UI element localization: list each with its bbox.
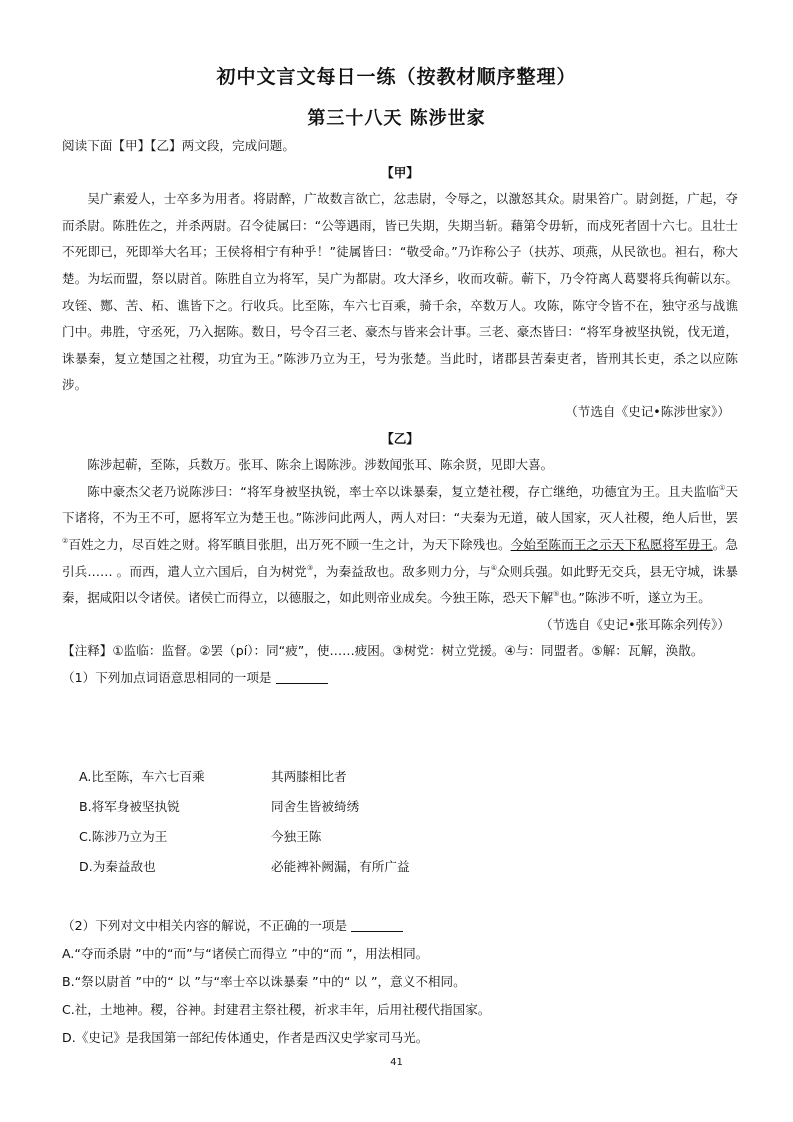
question-2-option-c: C.社，土地神。稷，谷神。封建君主祭社稷，祈求丰年，后用社稷代指国家。 [62,1002,491,1017]
question-2-option-b: B.“祭以尉首 ”中的“ 以 ”与“率士卒以诛暴秦 ”中的“ 以 ”，意义不相同。 [62,974,466,989]
instructions: 阅读下面【甲】【乙】两文段，完成问题。 [62,138,295,153]
footnote-mark-4: ④ [490,563,498,572]
document-title: 初中文言文每日一练（按教材顺序整理） [216,66,577,88]
question-2 [62,912,742,1052]
footnote-mark-1: ① [718,483,726,492]
yi-text-e: ，为秦益敌也。敌多则力分，与 [313,563,491,579]
underlined-sentence: 今始至陈而王之示天下私愿将军毋王 [510,536,713,552]
option-row-c [79,826,679,846]
answer-blank-2[interactable] [351,917,403,932]
option-a-left: A.比至陈，车六七百乘 [79,769,205,784]
passage-yi-heading: 【乙】 [381,430,419,446]
question-2-option-a: A.“夺而杀尉 ”中的“而”与“诸侯亡而得立 ”中的“而 ”，用法相同。 [62,946,429,961]
yi-text-b: 天下诸将，不为王不可，愿将军立为楚王也。”陈涉问此两人，两人对曰：“夫秦为无道，破人国家，灭人社稷，绝人后世，罢 [62,483,739,526]
footnote-mark-2: ② [62,536,69,545]
option-a-right: 其两膝相比者 [271,769,347,784]
option-row-a [79,766,679,786]
option-d-right: 必能裨补阙漏，有所广益 [271,859,410,874]
option-c-left: C.陈涉乃立为王 [79,829,168,844]
question-2-option-d: D.《史记》是我国第一部纪传体通史，作者是西汉史学家司马光。 [62,1030,429,1045]
footnote-mark-5: ⑤ [553,590,560,599]
yi-text-a: 陈中豪杰父老乃说陈涉曰：“将军身被坚执锐，率士卒以诛暴秦，复立楚社稷，存亡继绝，功德宜为王。且夫监临 [87,483,719,499]
passage-yi-paragraph-1: 陈涉起蕲，至陈，兵数万。张耳、陈余上谒陈涉。涉数闻张耳、陈余贤，见即大喜。 [87,457,554,473]
option-c-right: 今独王陈 [271,829,322,844]
footnote-mark-3: ③ [306,563,314,572]
passages [62,133,738,691]
passage-jia-source: （节选自《史记•陈涉世家》） [565,403,730,419]
question-1-stem: （1）下列加点词语意思相同的一项是 [62,665,738,692]
option-d-left: D.为秦益敌也 [79,859,156,874]
page-number: 41 [390,1057,403,1068]
answer-blank-1[interactable] [276,669,328,684]
annotations: 【注释】①监临：监督。②罢（pí）：同“疲”，使……疲困。③树党：树立党援。④与：同盟者。⑤解：瓦解，涣散。 [62,643,704,659]
option-row-b [79,796,679,816]
lesson-title: 第三十八天 陈涉世家 [307,108,486,129]
yi-text-g: 也。”陈涉不听，遂立为王。 [559,590,711,606]
question-2-stem: （2）下列对文中相关内容的解说，不正确的一项是 [62,912,742,940]
yi-text-f: 众则兵强。如此野无交兵，县无守城，诛暴秦，据咸阳以令诸侯。诸侯亡而得立，以德服之，如此则帝业成矣。今独王陈，恐天下解 [62,563,739,606]
passage-yi-source: （节选自《史记•张耳陈余列传》） [539,616,730,632]
yi-text-d: 。急引兵…… 。而西，遣人立六国后，自为树党 [62,536,739,579]
passage-jia-text: 吴广素爱人，士卒多为用者。将尉醉，广故数言欲亡，忿恚尉，令辱之，以激怒其众。尉果笞广。尉剑挺，广起，夺而杀尉。陈胜佐之，并杀两尉。召令徒属曰：“公等遇雨，皆已失期，失期当斩。藉第令毋斩，而戍死者固十六七。且壮士不死即已，死即举大名耳；王侯将相宁有种乎！”徒属皆曰：“敬受命。”乃诈称公子（扶苏、项燕，从民欲也。袒右，称大楚。为坛而盟，祭以尉首。陈胜自立为将军，吴广为都尉。攻大泽乡，收而攻蕲。蕲下，乃令符离人葛婴将兵徇蕲以东。攻铚、酂、苦、柘、谯皆下之。行收兵。比至陈，车六七百乘，骑千余，卒数万人。攻陈，陈守令皆不在，独守丞与战谯门中。弗胜，守丞死，乃入据陈。数日，号令召三老、豪杰与皆来会计事。三老、豪杰皆曰：“将军身被坚执锐，伐无道，诛暴秦，复立楚国之社稷，功宜为王。”陈涉乃立为王，号为张楚。当此时，诸郡县苦秦吏者，皆刑其长吏，杀之以应陈涉。 [62,191,738,393]
passage-yi-paragraph-2 [62,479,738,612]
option-b-left: B.将军身被坚执锐 [79,799,180,814]
yi-text-c: 百姓之力，尽百姓之财。将军瞋目张胆，出万死不顾一生之计，为天下除残也。 [68,536,511,552]
option-row-d [79,856,679,876]
option-b-right: 同舍生皆被绮绣 [271,799,360,814]
passage-jia-heading: 【甲】 [381,164,419,180]
